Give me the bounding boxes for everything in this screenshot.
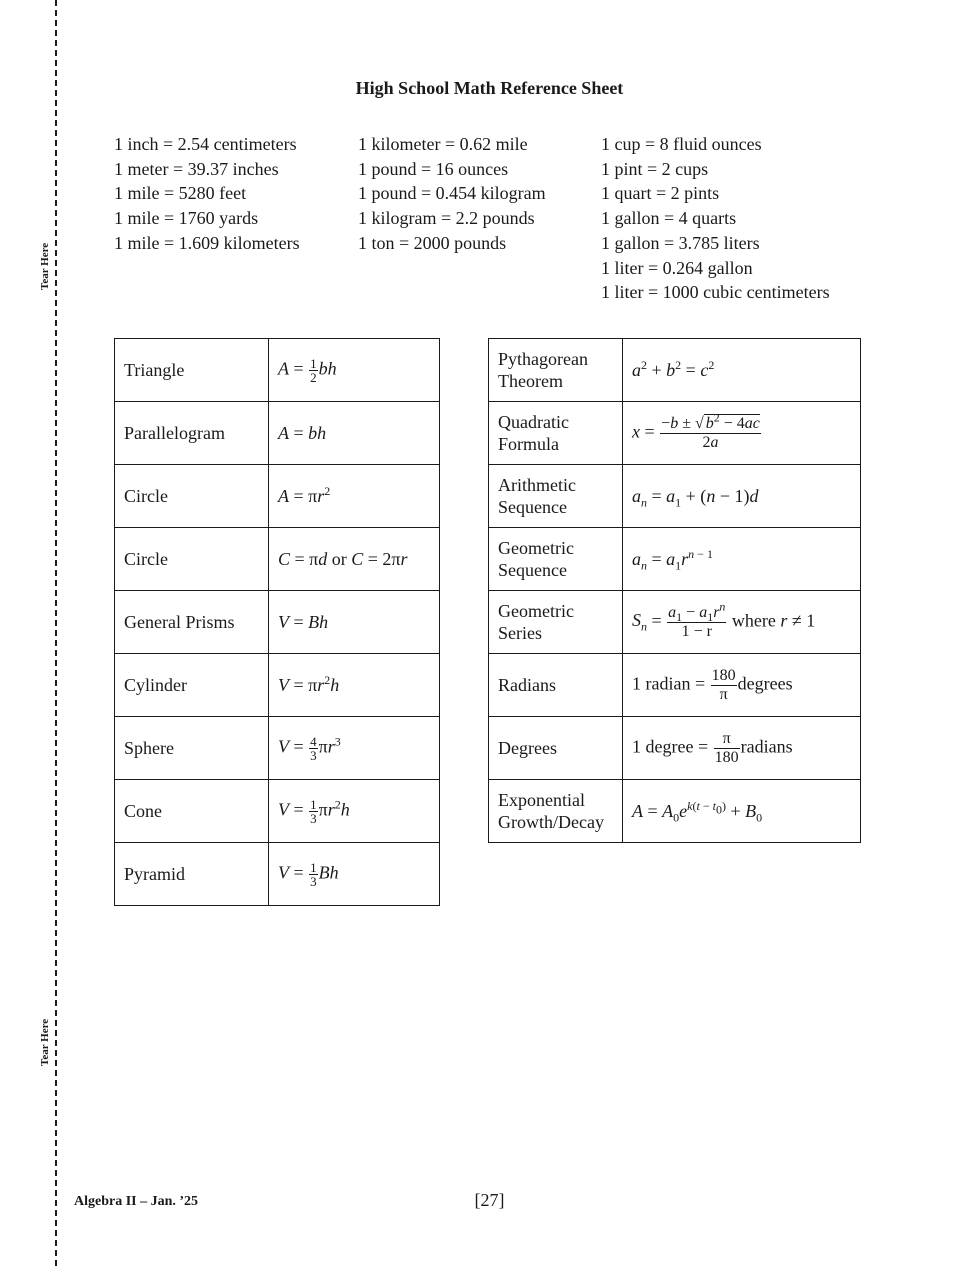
geometry-formula-table bbox=[114, 338, 440, 906]
table-row bbox=[489, 339, 861, 402]
algebra-formula-table bbox=[488, 338, 861, 843]
conversion-item: 1 meter = 39.37 inches bbox=[114, 158, 279, 179]
degree-prefix: 1 degree = bbox=[632, 736, 709, 757]
conversion-item: 1 ton = 2000 pounds bbox=[358, 232, 507, 253]
table-row bbox=[489, 654, 861, 717]
table-row bbox=[115, 591, 440, 654]
table-row bbox=[115, 339, 440, 402]
conversion-item: 1 cup = 8 fluid ounces bbox=[601, 134, 762, 154]
formula-name: Quadratic Formula bbox=[489, 402, 623, 465]
table-row bbox=[115, 465, 440, 528]
formula-name: Cone bbox=[115, 780, 269, 843]
formula-name: Circle bbox=[115, 528, 269, 591]
conversion-item: 1 inch = 2.54 centimeters bbox=[114, 134, 297, 154]
conversion-item: 1 pint = 2 cups bbox=[601, 158, 709, 179]
formula-name: General Prisms bbox=[115, 591, 269, 654]
table-row bbox=[489, 465, 861, 528]
formula-name: Degrees bbox=[489, 717, 623, 780]
conversion-item: 1 kilogram = 2.2 pounds bbox=[358, 208, 535, 229]
conversion-item: 1 mile = 1.609 kilometers bbox=[114, 232, 300, 253]
formula-pythagorean: $a^2 + b^2 = c^2$ bbox=[623, 339, 861, 402]
tear-here-label-bottom: Tear Here bbox=[39, 1018, 51, 1066]
table-row bbox=[489, 780, 861, 843]
page-number: [27] bbox=[474, 1190, 505, 1210]
formula-name: Cylinder bbox=[115, 654, 269, 717]
tear-here-label-top: Tear Here bbox=[39, 242, 51, 290]
conversion-item: 1 liter = 1000 cubic centimeters bbox=[601, 282, 830, 303]
formula-cylinder-volume: $V = \pi r^2h$ bbox=[269, 654, 440, 717]
formula-triangle-area: A = $\frac{1}{2}$ bh bbox=[269, 339, 440, 402]
table-row bbox=[115, 528, 440, 591]
formula-name: Geometric Sequence bbox=[489, 528, 623, 591]
page-title: High School Math Reference Sheet bbox=[355, 78, 624, 98]
radian-prefix: 1 radian = bbox=[632, 673, 706, 694]
formula-exponential: $A = A_0e^{k(t - t_0)} + B_0$ bbox=[623, 780, 861, 843]
formula-name: Sphere bbox=[115, 717, 269, 780]
formula-quadratic: x = $\frac{-b \pm √ b^2 - 4ac}{2a}$ bbox=[623, 402, 861, 465]
formula-circle-area: $A = \pi r^2$ bbox=[269, 465, 440, 528]
formula-name: Exponential Growth/Decay bbox=[489, 780, 623, 843]
table-row bbox=[489, 528, 861, 591]
conversion-item: 1 kilometer = 0.62 mile bbox=[358, 134, 528, 154]
formula-name: Parallelogram bbox=[115, 402, 269, 465]
or-word: or bbox=[331, 549, 347, 569]
conversion-item: 1 mile = 5280 feet bbox=[114, 183, 247, 204]
formula-name: Geometric Series bbox=[489, 591, 623, 654]
formula-prism-volume: V = Bh bbox=[269, 591, 440, 654]
formula-circle-circumference: C = πd or C = 2πr bbox=[269, 528, 440, 591]
formula-cone-volume: V = $\frac{1}{3}$ $\pi r^2h$ bbox=[269, 780, 440, 843]
table-row bbox=[115, 402, 440, 465]
where-word: where bbox=[731, 610, 776, 631]
formula-geometric-sequence: $a_n = a_1r^{n - 1}$ bbox=[623, 528, 861, 591]
formula-name: Radians bbox=[489, 654, 623, 717]
exam-label: Algebra II – Jan. ’25 bbox=[74, 1194, 199, 1209]
formula-sphere-volume: V = $\frac{4}{3}$ $\pi r^3$ bbox=[269, 717, 440, 780]
formula-geometric-series: $S_n$ = $\frac{a_1 - a_1r^n}{1 - r}$ where r ≠ 1 bbox=[623, 591, 861, 654]
formula-name: Triangle bbox=[115, 339, 269, 402]
formula-name: Arithmetic Sequence bbox=[489, 465, 623, 528]
radian-suffix: degrees bbox=[737, 673, 793, 694]
table-row bbox=[115, 780, 440, 843]
formula-name: Pyramid bbox=[115, 843, 269, 906]
conversion-item: 1 gallon = 3.785 liters bbox=[601, 232, 760, 253]
table-row bbox=[489, 717, 861, 780]
tear-line bbox=[55, 0, 57, 1266]
formula-radians: 1 radian = $\frac{180}{\pi}$ degrees bbox=[623, 654, 861, 717]
formula-degrees: 1 degree = $\frac{\pi}{180}$ radians bbox=[623, 717, 861, 780]
formula-name: Pythagorean Theorem bbox=[489, 339, 623, 402]
conversion-item: 1 liter = 0.264 gallon bbox=[601, 257, 753, 278]
degree-suffix: radians bbox=[740, 736, 793, 757]
formula-pyramid-volume: V = $\frac{1}{3}$ Bh bbox=[269, 843, 440, 906]
conversion-column-mass bbox=[358, 132, 546, 256]
table-row bbox=[115, 654, 440, 717]
conversion-column-length bbox=[114, 132, 300, 256]
table-row bbox=[489, 402, 861, 465]
formula-name: Circle bbox=[115, 465, 269, 528]
formula-parallelogram-area: A = bh bbox=[269, 402, 440, 465]
conversion-item: 1 mile = 1760 yards bbox=[114, 208, 259, 229]
conversion-column-volume bbox=[601, 132, 830, 305]
formula-arithmetic-sequence: $a_n = a_1 + (n - 1)d$ bbox=[623, 465, 861, 528]
conversion-item: 1 gallon = 4 quarts bbox=[601, 208, 737, 229]
table-row bbox=[489, 591, 861, 654]
table-row bbox=[115, 717, 440, 780]
conversion-item: 1 pound = 16 ounces bbox=[358, 158, 509, 179]
table-row bbox=[115, 843, 440, 906]
conversion-item: 1 quart = 2 pints bbox=[601, 183, 720, 204]
conversion-item: 1 pound = 0.454 kilogram bbox=[358, 183, 546, 204]
